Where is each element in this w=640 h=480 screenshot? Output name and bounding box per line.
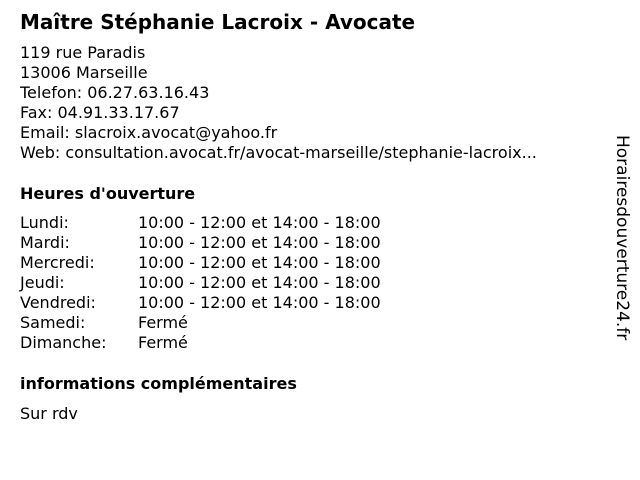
hours-row-friday: [20, 293, 381, 313]
city-address: 13006 Marseille: [20, 63, 148, 82]
info-heading: informations complémentaires: [20, 374, 297, 393]
email-address: Email: slacroix.avocat@yahoo.fr: [20, 123, 278, 142]
day-hours: Fermé: [138, 313, 188, 332]
day-label: Samedi:: [20, 313, 86, 332]
day-hours: 10:00 - 12:00 et 14:00 - 18:00: [138, 213, 381, 232]
street-address: 119 rue Paradis: [20, 43, 146, 62]
hours-row-monday: [20, 213, 381, 233]
day-hours: 10:00 - 12:00 et 14:00 - 18:00: [138, 293, 381, 312]
fax-number: Fax: 04.91.33.17.67: [20, 103, 180, 122]
day-label: Mercredi:: [20, 253, 95, 272]
hours-row-saturday: [20, 313, 381, 333]
hours-row-sunday: [20, 333, 381, 353]
hours-heading: Heures d'ouverture: [20, 184, 196, 203]
day-hours: 10:00 - 12:00 et 14:00 - 18:00: [138, 273, 381, 292]
opening-hours-table: [20, 213, 381, 353]
day-label: Dimanche:: [20, 333, 107, 352]
day-label: Vendredi:: [20, 293, 96, 312]
day-hours: Fermé: [138, 333, 188, 352]
phone-number: Telefon: 06.27.63.16.43: [20, 83, 210, 102]
day-label: Mardi:: [20, 233, 70, 252]
page-title: Maître Stéphanie Lacroix - Avocate: [20, 10, 416, 34]
site-watermark: Horairesdouverture24.fr: [612, 135, 632, 341]
contact-block: [20, 43, 537, 163]
hours-row-tuesday: [20, 233, 381, 253]
day-hours: 10:00 - 12:00 et 14:00 - 18:00: [138, 233, 381, 252]
hours-row-wednesday: [20, 253, 381, 273]
info-text: Sur rdv: [20, 404, 78, 423]
day-hours: 10:00 - 12:00 et 14:00 - 18:00: [138, 253, 381, 272]
website-url: Web: consultation.avocat.fr/avocat-marseille/stephanie-lacroix...: [20, 143, 537, 162]
day-label: Lundi:: [20, 213, 69, 232]
day-label: Jeudi:: [20, 273, 65, 292]
hours-row-thursday: [20, 273, 381, 293]
